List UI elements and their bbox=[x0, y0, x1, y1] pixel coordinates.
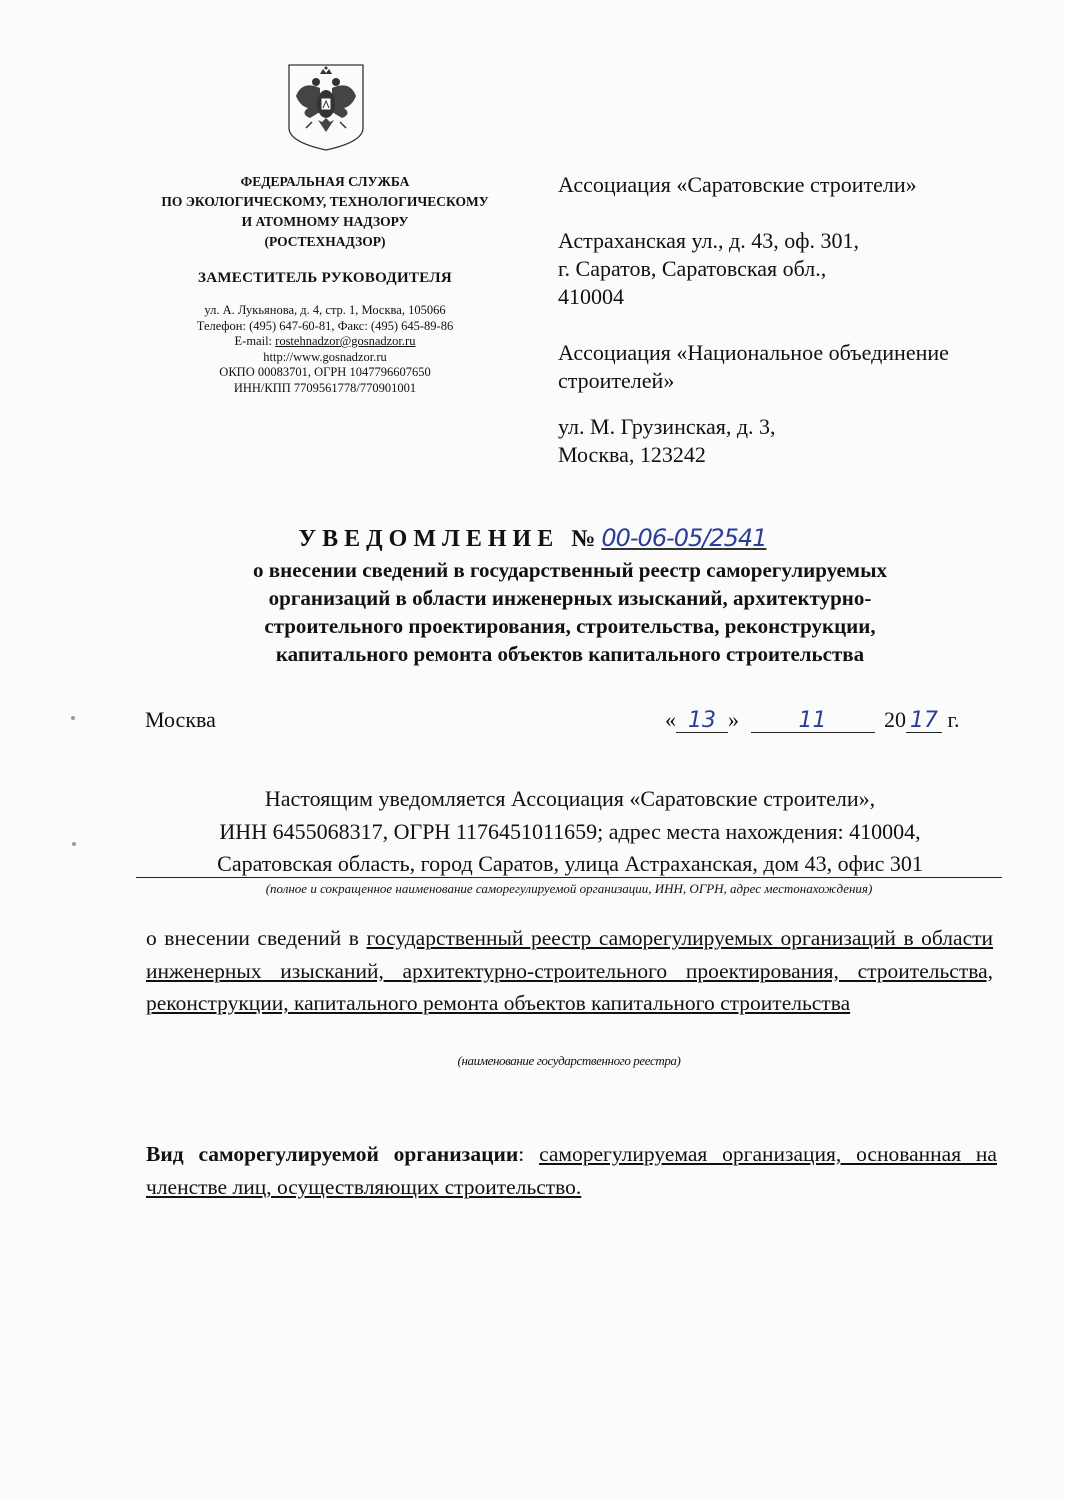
notice-title bbox=[0, 524, 1065, 553]
date-month: 11 bbox=[751, 710, 875, 733]
sender-address: ул. А. Лукьянова, д. 4, стр. 1, Москва, 105066 bbox=[204, 303, 446, 317]
sender-contacts bbox=[150, 303, 500, 396]
recipient-address-line: г. Саратов, Саратовская обл., bbox=[558, 256, 827, 281]
kind-label: Вид саморегулируемой организации bbox=[146, 1142, 519, 1166]
recipient-2-name bbox=[558, 339, 1018, 395]
recipient-address-line: ул. М. Грузинская, д. 3, bbox=[558, 414, 776, 439]
registry-caption: (наименование государственного реестра) bbox=[457, 1053, 681, 1068]
sender-org-line: ФЕДЕРАЛЬНАЯ СЛУЖБА bbox=[240, 174, 410, 189]
date-year-unit: г. bbox=[947, 707, 960, 732]
notice-number-sign: № bbox=[571, 526, 596, 552]
sender-position: ЗАМЕСТИТЕЛЬ РУКОВОДИТЕЛЯ bbox=[198, 270, 452, 286]
sender-okpo-ogrn: ОКПО 00083701, ОГРН 1047796607650 bbox=[219, 365, 431, 379]
recipient-1-address bbox=[558, 227, 1018, 311]
issue-city: Москва bbox=[145, 707, 216, 732]
kind-colon: : bbox=[518, 1142, 525, 1166]
recipient-name-line: Ассоциация «Национальное объединение bbox=[558, 340, 949, 365]
sender-inn-kpp: ИНН/КПП 7709561778/770901001 bbox=[233, 380, 417, 395]
recipient-name-line: Ассоциация «Саратовские строители» bbox=[558, 172, 917, 197]
recipient-address-line: Москва, 123242 bbox=[558, 442, 706, 467]
coat-of-arms-icon bbox=[286, 62, 366, 152]
kind-value: саморегулируемая организация, основанная на членстве лиц, осуществляющих строительство. bbox=[146, 1142, 997, 1199]
body-line: Настоящим уведомляется Ассоциация «Саратовские строители», bbox=[264, 786, 876, 811]
sender-site[interactable]: http://www.gosnadzor.ru bbox=[263, 349, 387, 364]
issue-date bbox=[665, 707, 960, 733]
recipient-1-name bbox=[558, 171, 1018, 199]
date-close-quote: » bbox=[728, 707, 739, 732]
divider bbox=[136, 877, 1002, 878]
organization-caption: (полное и сокращенное наименование саморегулируемой организации, ИНН, ОГРН, адрес местонахождения) bbox=[265, 881, 873, 896]
registry-intro: о внесении сведений в bbox=[146, 926, 359, 950]
sender-organization bbox=[150, 172, 500, 252]
scan-speck bbox=[72, 842, 76, 846]
notice-title-word: УВЕДОМЛЕНИЕ bbox=[298, 526, 560, 552]
sender-org-line: (РОСТЕХНАДЗОР) bbox=[264, 234, 386, 249]
sender-org-line: ПО ЭКОЛОГИЧЕСКОМУ, ТЕХНОЛОГИЧЕСКОМУ bbox=[161, 194, 489, 209]
notice-number: 00-06-05/2541 bbox=[601, 524, 767, 552]
organization-kind bbox=[146, 1138, 997, 1204]
subtitle-line: капитального ремонта объектов капитального строительства bbox=[275, 642, 865, 666]
sender-phone: Телефон: (495) 647-60-81, Факс: (495) 645-89-86 bbox=[196, 318, 454, 333]
registry-name: государственный реестр саморегулируемых организаций в области инженерных изысканий, архитектурно-строительного проектирования, строительства, реконструкции, капитального ремонта объектов капитального строительства bbox=[146, 926, 994, 1015]
recipient-address-line: 410004 bbox=[558, 284, 624, 309]
subtitle-line: организаций в области инженерных изысканий, архитектурно- bbox=[268, 586, 872, 610]
date-year-suffix: 17 bbox=[906, 710, 942, 733]
notice-body bbox=[140, 783, 1000, 881]
date-open-quote: « bbox=[665, 707, 676, 732]
recipient-name-line: строителей» bbox=[558, 368, 675, 393]
date-day: 13 bbox=[676, 710, 728, 733]
notice-subtitle bbox=[150, 556, 990, 668]
subtitle-line: строительного проектирования, строительства, реконструкции, bbox=[264, 614, 876, 638]
recipient-2-address bbox=[558, 413, 1018, 469]
scan-speck bbox=[71, 716, 75, 720]
recipient-address-line: Астраханская ул., д. 43, оф. 301, bbox=[558, 228, 859, 253]
body-line: Саратовская область, город Саратов, улица Астраханская, дом 43, офис 301 bbox=[217, 851, 923, 876]
date-year-prefix: 20 bbox=[884, 707, 906, 732]
registry-paragraph bbox=[146, 922, 993, 1020]
sender-email-line bbox=[150, 334, 500, 350]
sender-org-line: И АТОМНОМУ НАДЗОРУ bbox=[241, 214, 409, 229]
sender-email-link[interactable]: rostehnadzor@gosnadzor.ru bbox=[275, 334, 416, 348]
body-line: ИНН 6455068317, ОГРН 1176451011659; адрес места нахождения: 410004, bbox=[219, 818, 921, 844]
sender-email-label: E-mail: bbox=[234, 334, 276, 348]
subtitle-line: о внесении сведений в государственный реестр саморегулируемых bbox=[253, 558, 887, 582]
